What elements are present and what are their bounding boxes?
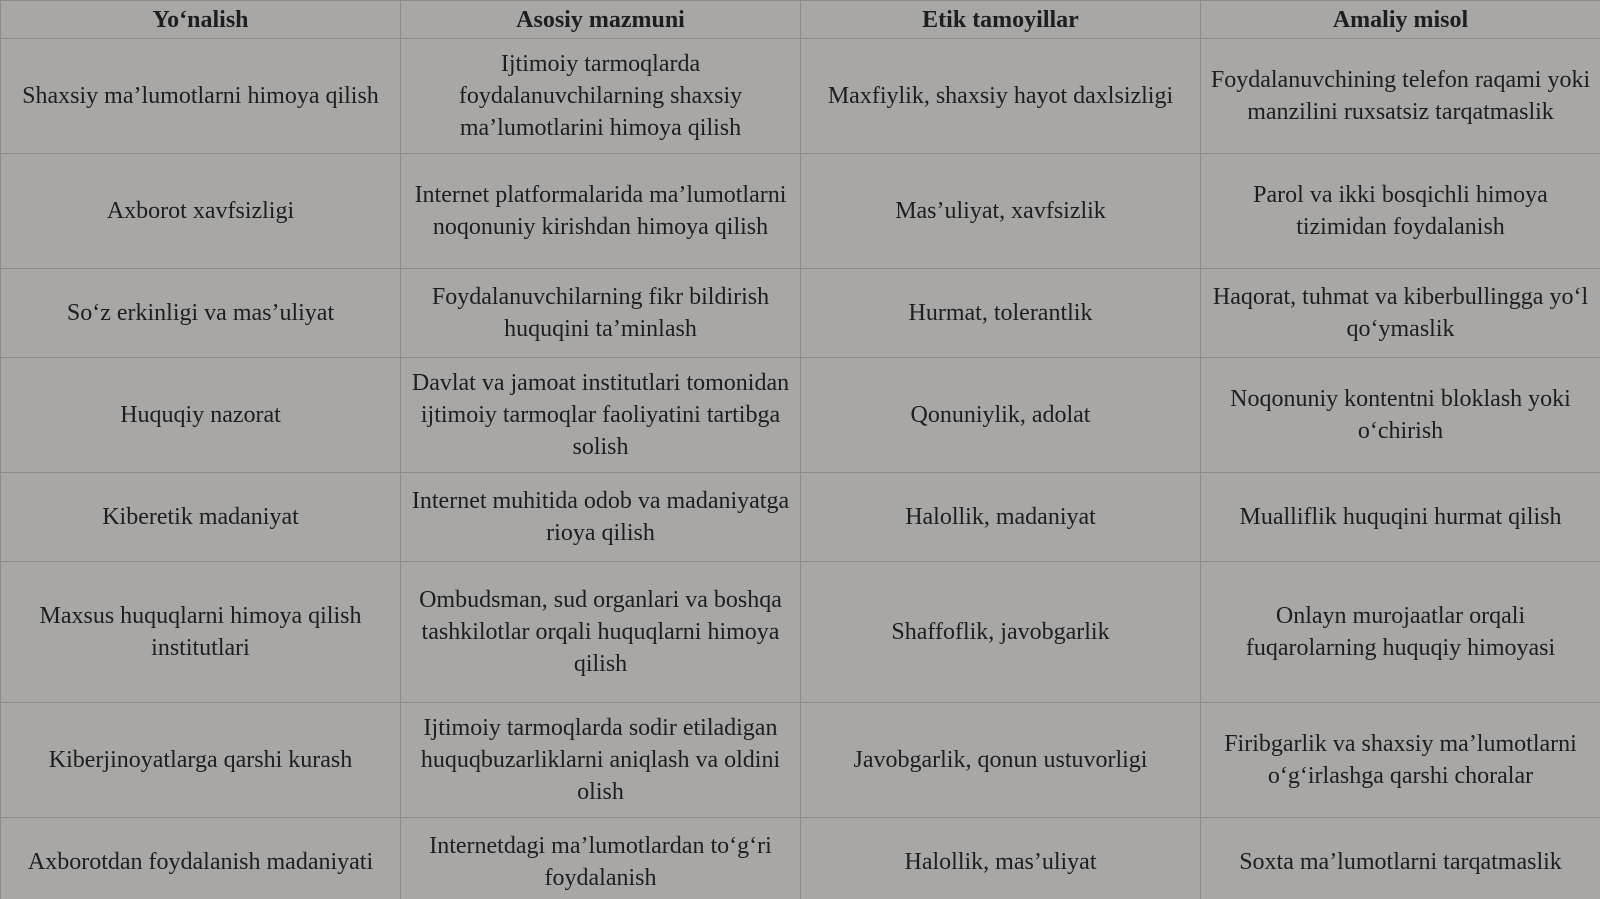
table-row	[1, 818, 1600, 899]
table-row	[1, 703, 1600, 818]
table-cell: Javobgarlik, qonun ustuvorligi	[801, 703, 1201, 818]
table-cell: Internet muhitida odob va madaniyatga rioya qilish	[401, 473, 801, 562]
table-cell: Davlat va jamoat institutlari tomonidan ijtimoiy tarmoqlar faoliyatini tartibga solish	[401, 358, 801, 473]
table-cell: Ombudsman, sud organlari va boshqa tashkilotlar orqali huquqlarni himoya qilish	[401, 562, 801, 703]
table-cell: Foydalanuvchining telefon raqami yoki manzilini ruxsatsiz tarqatmaslik	[1201, 39, 1600, 154]
table-cell: Mualliflik huquqini hurmat qilish	[1201, 473, 1600, 562]
table-cell: Onlayn murojaatlar orqali fuqarolarning huquqiy himoyasi	[1201, 562, 1600, 703]
table-row	[1, 39, 1600, 154]
table-cell: Huquqiy nazorat	[1, 358, 401, 473]
table-cell: Shaffoflik, javobgarlik	[801, 562, 1201, 703]
table-cell: Ijtimoiy tarmoqlarda sodir etiladigan huquqbuzarliklarni aniqlash va oldini olish	[401, 703, 801, 818]
table-cell: So‘z erkinligi va mas’uliyat	[1, 269, 401, 358]
table-row	[1, 154, 1600, 269]
column-header-ethical-principles: Etik tamoyillar	[801, 1, 1201, 39]
column-header-direction: Yo‘nalish	[1, 1, 401, 39]
table-cell: Qonuniylik, adolat	[801, 358, 1201, 473]
table-cell: Soxta ma’lumotlarni tarqatmaslik	[1201, 818, 1600, 899]
table-cell: Maxsus huquqlarni himoya qilish institutlari	[1, 562, 401, 703]
table-header-row	[1, 1, 1600, 39]
table-row	[1, 562, 1600, 703]
table-cell: Internetdagi ma’lumotlardan to‘g‘ri foydalanish	[401, 818, 801, 899]
table-cell: Maxfiylik, shaxsiy hayot daxlsizligi	[801, 39, 1201, 154]
table-cell: Hurmat, tolerantlik	[801, 269, 1201, 358]
table-cell: Halollik, madaniyat	[801, 473, 1201, 562]
table-cell: Kiberetik madaniyat	[1, 473, 401, 562]
table-cell: Mas’uliyat, xavfsizlik	[801, 154, 1201, 269]
table-cell: Noqonuniy kontentni bloklash yoki o‘chirish	[1201, 358, 1600, 473]
table-cell: Halollik, mas’uliyat	[801, 818, 1201, 899]
column-header-practical-example: Amaliy misol	[1201, 1, 1600, 39]
column-header-main-content: Asosiy mazmuni	[401, 1, 801, 39]
table-cell: Firibgarlik va shaxsiy ma’lumotlarni o‘g‘irlashga qarshi choralar	[1201, 703, 1600, 818]
table-cell: Ijtimoiy tarmoqlarda foydalanuvchilarning shaxsiy ma’lumotlarini himoya qilish	[401, 39, 801, 154]
table-cell: Haqorat, tuhmat va kiberbullingga yo‘l qo‘ymaslik	[1201, 269, 1600, 358]
table-cell: Foydalanuvchilarning fikr bildirish huquqini ta’minlash	[401, 269, 801, 358]
table-cell: Parol va ikki bosqichli himoya tizimidan foydalanish	[1201, 154, 1600, 269]
table-row	[1, 358, 1600, 473]
table-cell: Axborot xavfsizligi	[1, 154, 401, 269]
table-cell: Internet platformalarida ma’lumotlarni noqonuniy kirishdan himoya qilish	[401, 154, 801, 269]
table-cell: Kiberjinoyatlarga qarshi kurash	[1, 703, 401, 818]
table-cell: Shaxsiy ma’lumotlarni himoya qilish	[1, 39, 401, 154]
table-cell: Axborotdan foydalanish madaniyati	[1, 818, 401, 899]
table-row	[1, 473, 1600, 562]
table-row	[1, 269, 1600, 358]
